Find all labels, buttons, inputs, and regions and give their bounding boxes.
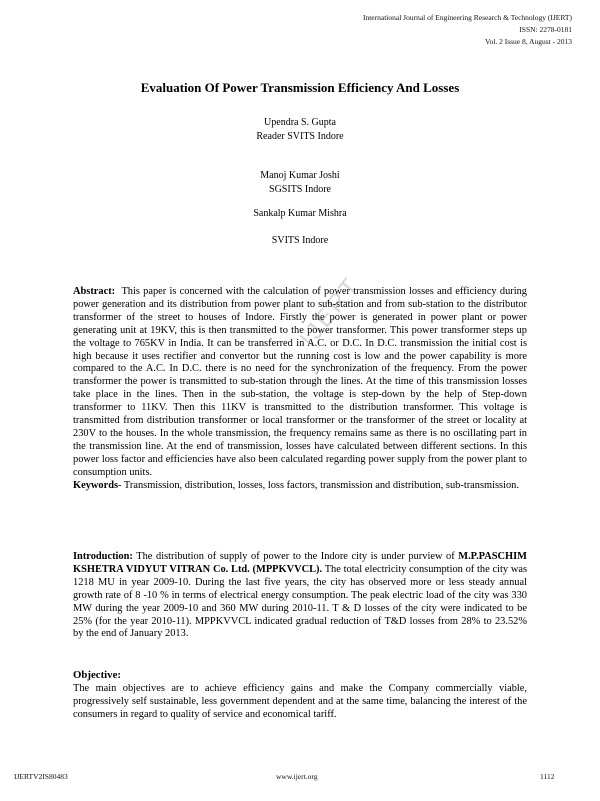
author-name: Manoj Kumar Joshi (260, 170, 340, 181)
keywords-paragraph (73, 480, 527, 493)
objective-paragraph: The main objectives are to achieve efficiency gains and make the Company commercially viable, progressively self sustainable, less government dependent and at the same time, balancing the interest of the consumers in regard to quality of service and economical tariff. (73, 682, 527, 720)
footer-url[interactable]: www.ijert.org (276, 772, 318, 781)
journal-header (363, 12, 572, 48)
introduction-text-before: The distribution of supply of power to the Indore city is under purview of (136, 551, 455, 562)
company-name: M.P.PASCHIM KSHETRA VIDYUT VITRAN Co. Ltd. (MPPKVVCL). (73, 551, 527, 575)
abstract-label: Abstract: (73, 286, 116, 297)
journal-issn: ISSN: 2278-0181 (519, 25, 572, 34)
keywords-label: Keywords (73, 479, 119, 491)
paper-title: Evaluation Of Power Transmission Efficiency And Losses (140, 80, 460, 95)
objective-heading (73, 669, 527, 683)
footer-page-number: 1112 (540, 772, 555, 781)
abstract-section (73, 286, 527, 493)
introduction-section (73, 551, 527, 641)
author-block-3-affiliation (0, 234, 600, 248)
journal-volume: Vol. 2 Issue 8, August - 2013 (485, 37, 572, 46)
author-block-1 (0, 116, 600, 144)
author-affiliation: Reader SVITS Indore (256, 131, 344, 142)
objective-label: Objective: (73, 669, 121, 681)
abstract-paragraph (73, 286, 527, 480)
author-name: Sankalp Kumar Mishra (253, 208, 347, 219)
author-name: Upendra S. Gupta (264, 117, 336, 128)
author-affiliation: SVITS Indore (271, 235, 329, 246)
author-affiliation: SGSITS Indore (269, 184, 331, 195)
objective-section (73, 669, 527, 722)
introduction-label: Introduction: (73, 551, 133, 562)
footer-paper-id: IJERTV2IS80483 (14, 772, 68, 781)
journal-name: International Journal of Engineering Research & Technology (IJERT) (362, 13, 572, 22)
author-block-2 (0, 169, 600, 197)
keywords-text: - Transmission, distribution, losses, loss factors, transmission and distribution, sub-transmission. (118, 479, 519, 491)
abstract-text: This paper is concerned with the calculation of power transmission losses and efficiency during power generation and its distribution from power plant to sub-station and from sub-station to the distributor transformer of the street to houses of Indore. Firstly the power is generated in power plant or power generating unit at 19KV, this is then transmitted to the power transformer. This power transformer steps up the voltage to 765KV in India. It can be transferred in A.C. or D.C. In D.C. transmission the initial cost is high because it uses rectifier and convertor but the running cost is low and the power capability is more compared to the A.C. In D.C. there is no need for the synchronization of the frequency. From the power transformer the power is transmitted to sub-station through the lines. At the time of this transmission losses take place in the lines. Then in the sub-station, the voltage is step-down by the help of Step-down transformer to 11KV. Then this 11KV is transmitted to the distribution transformer. This voltage is transmitted from distribution transformer or local transformer or the transformer of the street or locality at 230V to the houses. In the whole transmission, the frequency remains same as there is no oscillating part in the transmission line. At the end of transmission, losses have calculated between different sections. In this power loss factor and efficiencies have also been calculated regarding power supply from the power plant to consumption units. (73, 286, 527, 478)
ijert-watermark: IJERT (294, 271, 366, 353)
introduction-text-after: The total electricity consumption of the city was 1218 MU in year 2009-10. During the last five years, the city has observed more or less steady annual growth rate of 8 -10 % in terms of electrical energy consumption. The peak electric load of the city was 330 MW during the year 2009-10 and 360 MW during 2010-11. T & D losses of the city were indicated to be 25% (for the year 2010-11). MPPKVVCL indicated gradual reduction of T&D losses from 28% to 23.52% by the end of January 2013. (73, 563, 528, 640)
introduction-paragraph (73, 551, 527, 641)
author-block-3-name (0, 207, 600, 221)
